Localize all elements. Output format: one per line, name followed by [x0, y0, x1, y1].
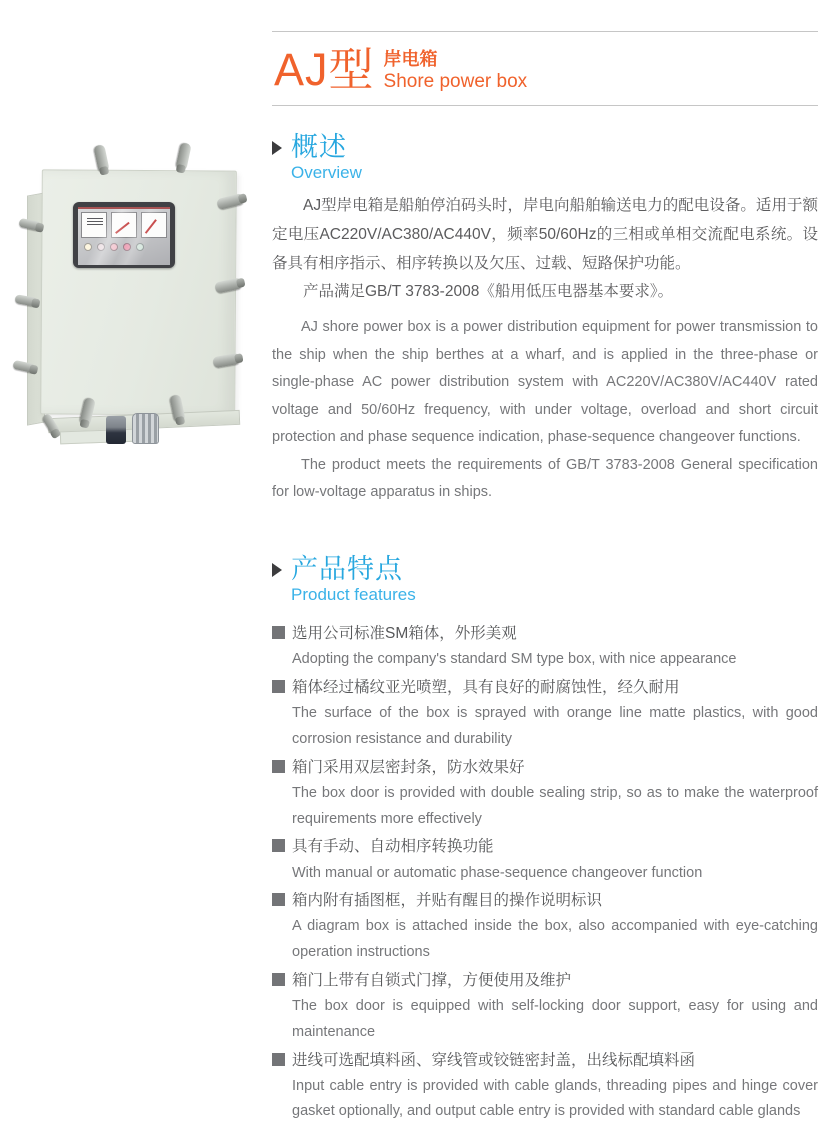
feature-cn-text: 箱体经过橘纹亚光喷塑，具有良好的耐腐蚀性，经久耐用 — [292, 679, 680, 697]
feature-item — [272, 1048, 818, 1126]
bullet-square-icon — [272, 626, 285, 639]
overview-en-paragraph: The product meets the requirements of GB/T 3783-2008 General specification for low-voltage apparatus in ships. — [272, 456, 818, 501]
feature-en-text: Input cable entry is provided with cable glands, threading pipes and hinge cover gasket optionally, and output cable entry is provided with standard cable glands — [292, 1077, 818, 1120]
feature-en-text: A diagram box is attached inside the box, also accompanied with eye-catching operation instructions — [292, 918, 818, 961]
feature-en-text: The surface of the box is sprayed with orange line matte plastics, with good corrosion resistance and durability — [292, 705, 818, 748]
feature-item — [272, 834, 818, 886]
analog-meter — [111, 212, 137, 238]
overview-heading — [272, 132, 818, 183]
indicator-light — [84, 243, 92, 251]
indicator-light — [123, 243, 131, 251]
feature-item — [272, 888, 818, 966]
bullet-square-icon — [272, 760, 285, 773]
features-heading-en: Product features — [291, 585, 416, 604]
analog-meter — [141, 212, 167, 238]
feature-item — [272, 968, 818, 1046]
product-title — [274, 43, 818, 95]
feature-en-text: The box door is equipped with self-locking door support, easy for using and maintenance — [292, 997, 818, 1040]
feature-cn-text: 选用公司标准SM箱体，外形美观 — [292, 625, 517, 643]
cable-gland — [132, 413, 159, 444]
indicator-light — [136, 243, 144, 251]
feature-cn-line — [272, 968, 818, 994]
product-model: AJ型 — [274, 43, 375, 95]
bullet-square-icon — [272, 839, 285, 852]
feature-list — [272, 621, 818, 1125]
counter-meter — [81, 212, 107, 238]
overview-heading-en: Overview — [291, 163, 362, 183]
meter-row — [81, 212, 167, 238]
product-name-en: Shore power box — [383, 70, 528, 92]
latch-clamp — [175, 142, 191, 171]
device-panel-glass — [78, 207, 170, 265]
feature-item — [272, 675, 818, 753]
bullet-square-icon — [272, 680, 285, 693]
content-column — [272, 110, 818, 1127]
product-photo — [14, 156, 266, 452]
feature-cn-text: 箱门采用双层密封条，防水效果好 — [292, 758, 525, 776]
meter-scale-marks — [87, 218, 103, 227]
feature-cn-text: 箱门上带有自锁式门撑，方便使用及维护 — [292, 971, 572, 989]
overview-en-paragraphs — [272, 314, 818, 507]
features-heading — [272, 554, 818, 605]
feature-en-text: Adopting the company's standard SM type box, with nice appearance — [292, 651, 737, 668]
overview-cn-paragraph: AJ型岸电箱是船舶停泊码头时，岸电向船舶输送电力的配电设备。适用于额定电压AC220V/AC380/AC440V，频率50/60Hz的三相或单相交流配电系统。设备具有相序指示、相序转换以及欠压、过载、短路保护功能。 — [272, 197, 818, 272]
indicator-light — [97, 243, 105, 251]
indicator-light — [110, 243, 118, 251]
feature-cn-text: 进线可选配填料函、穿线管或铰链密封盖，出线标配填料函 — [292, 1051, 696, 1069]
section-arrow-icon — [272, 563, 282, 577]
feature-en-text: The box door is provided with double sealing strip, so as to make the waterproof requirements more effectively — [292, 784, 818, 827]
feature-item — [272, 755, 818, 833]
feature-cn-text: 具有手动、自动相序转换功能 — [292, 838, 494, 856]
feature-cn-text: 箱内附有插图框，并贴有醒目的操作说明标识 — [292, 892, 603, 910]
feature-cn-line — [272, 888, 818, 914]
feature-en-text: With manual or automatic phase-sequence changeover function — [292, 864, 703, 881]
overview-en-paragraph: AJ shore power box is a power distribution equipment for power transmission to the ship when the ship berthes at a wharf, and is applied in the three-phase or single-phase AC power distribution system with AC220V/AC380V/AC440V rated voltage and 50/60Hz frequency, with under voltage, overload and short circuit protection and phase sequence indication, phase-sequence changeover functions. — [272, 319, 818, 446]
indicator-light-row — [84, 243, 170, 251]
feature-cn-line — [272, 834, 818, 860]
bullet-square-icon — [272, 973, 285, 986]
overview-cn-paragraphs — [272, 192, 818, 307]
product-title-side — [384, 46, 528, 92]
overview-cn-paragraph: 产品满足GB/T 3783-2008《船用低压电器基本要求》。 — [303, 283, 674, 301]
cable-gland — [106, 416, 126, 444]
feature-cn-line — [272, 621, 818, 647]
bullet-square-icon — [272, 1053, 285, 1066]
product-name-cn: 岸电箱 — [383, 49, 438, 69]
overview-heading-cn: 概述 — [291, 132, 347, 162]
page-header — [272, 31, 818, 106]
feature-cn-line — [272, 675, 818, 701]
bullet-square-icon — [272, 893, 285, 906]
feature-item — [272, 621, 818, 673]
device-panel-window — [73, 202, 175, 268]
latch-clamp — [93, 144, 109, 173]
meter-needle — [115, 221, 129, 233]
feature-cn-line — [272, 755, 818, 781]
section-arrow-icon — [272, 141, 282, 155]
meter-needle — [145, 219, 157, 233]
features-heading-cn: 产品特点 — [291, 553, 403, 584]
device-base — [60, 429, 138, 445]
feature-cn-line — [272, 1048, 818, 1074]
